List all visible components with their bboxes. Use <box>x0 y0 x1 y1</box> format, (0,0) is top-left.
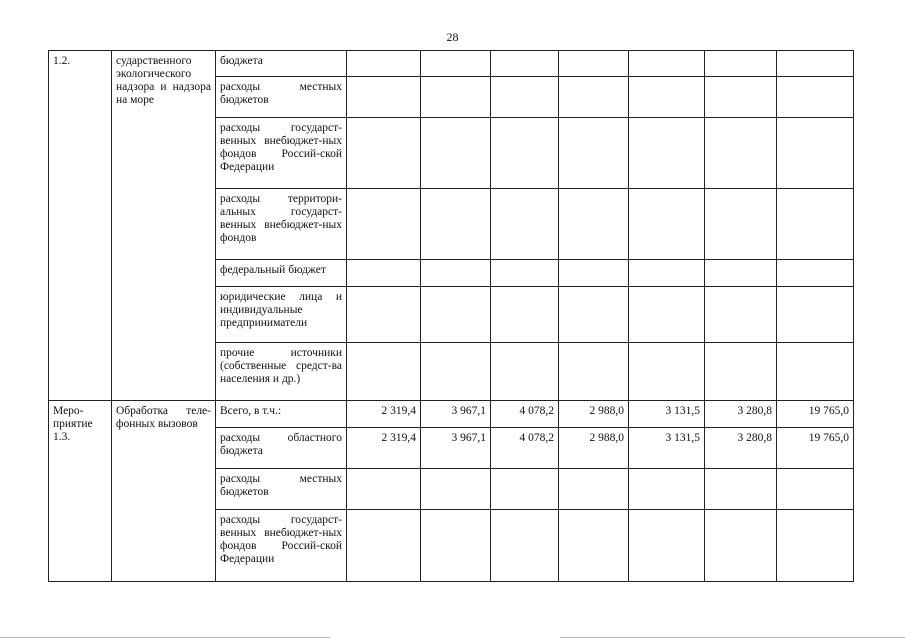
value-cell: 19 765,0 <box>777 401 854 428</box>
value-cell: 3 131,5 <box>629 401 705 428</box>
value-cell <box>777 77 854 118</box>
value-cell: 3 967,1 <box>421 428 491 469</box>
value-cell <box>777 287 854 343</box>
funding-source: расходы государст-венных внебюджет-ных фондов Россий-ской Федерации <box>216 118 347 189</box>
value-cell <box>347 77 421 118</box>
value-cell <box>347 260 421 287</box>
value-cell <box>347 189 421 260</box>
funding-source: Всего, в т.ч.: <box>216 401 347 428</box>
value-cell <box>491 189 559 260</box>
value-cell <box>705 77 777 118</box>
value-cell: 3 131,5 <box>629 428 705 469</box>
value-cell: 19 765,0 <box>777 428 854 469</box>
value-cell <box>777 260 854 287</box>
activity-code: Меро-приятие 1.3. <box>49 401 112 582</box>
value-cell <box>421 51 491 77</box>
table-row <box>49 51 854 77</box>
value-cell <box>629 77 705 118</box>
value-cell <box>705 343 777 401</box>
value-cell <box>421 469 491 510</box>
value-cell <box>777 510 854 582</box>
funding-source: расходы государст-венных внебюджет-ных фондов Россий-ской Федерации <box>216 510 347 582</box>
value-cell: 2 319,4 <box>347 428 421 469</box>
value-cell <box>559 343 629 401</box>
value-cell: 3 280,8 <box>705 428 777 469</box>
value-cell: 4 078,2 <box>491 401 559 428</box>
funding-source: федеральный бюджет <box>216 260 347 287</box>
value-cell <box>347 51 421 77</box>
value-cell <box>421 510 491 582</box>
value-cell <box>347 469 421 510</box>
value-cell <box>491 510 559 582</box>
value-cell <box>491 260 559 287</box>
funding-source: расходы местных бюджетов <box>216 77 347 118</box>
value-cell <box>347 118 421 189</box>
value-cell <box>559 189 629 260</box>
value-cell <box>559 287 629 343</box>
value-cell <box>629 469 705 510</box>
funding-source: расходы местных бюджетов <box>216 469 347 510</box>
value-cell <box>421 189 491 260</box>
funding-source: расходы территори-альных государст-венных внебюджет-ных фондов <box>216 189 347 260</box>
value-cell <box>705 118 777 189</box>
funding-source: расходы областного бюджета <box>216 428 347 469</box>
budget-table <box>48 50 854 582</box>
value-cell <box>491 287 559 343</box>
value-cell <box>705 189 777 260</box>
value-cell <box>777 51 854 77</box>
value-cell: 3 967,1 <box>421 401 491 428</box>
value-cell <box>777 118 854 189</box>
value-cell <box>629 51 705 77</box>
value-cell <box>491 77 559 118</box>
funding-source: прочие источники (собственные средст-ва населения и др.) <box>216 343 347 401</box>
value-cell <box>347 287 421 343</box>
value-cell <box>559 510 629 582</box>
value-cell <box>629 510 705 582</box>
value-cell: 2 988,0 <box>559 428 629 469</box>
value-cell <box>559 260 629 287</box>
value-cell <box>705 469 777 510</box>
value-cell <box>559 469 629 510</box>
value-cell <box>421 343 491 401</box>
table-row <box>49 401 854 428</box>
value-cell <box>347 343 421 401</box>
value-cell <box>705 287 777 343</box>
value-cell <box>705 510 777 582</box>
activity-code: 1.2. <box>49 51 112 401</box>
value-cell <box>491 469 559 510</box>
value-cell <box>629 118 705 189</box>
value-cell <box>421 77 491 118</box>
scan-artifact-line <box>560 637 905 638</box>
value-cell <box>421 260 491 287</box>
value-cell <box>559 118 629 189</box>
value-cell <box>705 260 777 287</box>
activity-name: сударственного экологического надзора и надзора на море <box>112 51 216 401</box>
value-cell <box>629 260 705 287</box>
value-cell <box>777 189 854 260</box>
value-cell: 3 280,8 <box>705 401 777 428</box>
value-cell <box>777 469 854 510</box>
funding-source: юридические лица и индивидуальные предприниматели <box>216 287 347 343</box>
scan-artifact-line <box>0 637 330 638</box>
page-number: 28 <box>446 30 459 44</box>
value-cell <box>491 51 559 77</box>
value-cell: 4 078,2 <box>491 428 559 469</box>
value-cell <box>777 343 854 401</box>
value-cell <box>421 118 491 189</box>
value-cell <box>559 51 629 77</box>
value-cell <box>629 287 705 343</box>
value-cell <box>421 287 491 343</box>
value-cell: 2 319,4 <box>347 401 421 428</box>
funding-source: бюджета <box>216 51 347 77</box>
value-cell <box>705 51 777 77</box>
value-cell <box>491 343 559 401</box>
value-cell <box>559 77 629 118</box>
value-cell <box>347 510 421 582</box>
value-cell: 2 988,0 <box>559 401 629 428</box>
value-cell <box>491 118 559 189</box>
value-cell <box>629 343 705 401</box>
value-cell <box>629 189 705 260</box>
activity-name: Обработка теле-фонных вызовов <box>112 401 216 582</box>
